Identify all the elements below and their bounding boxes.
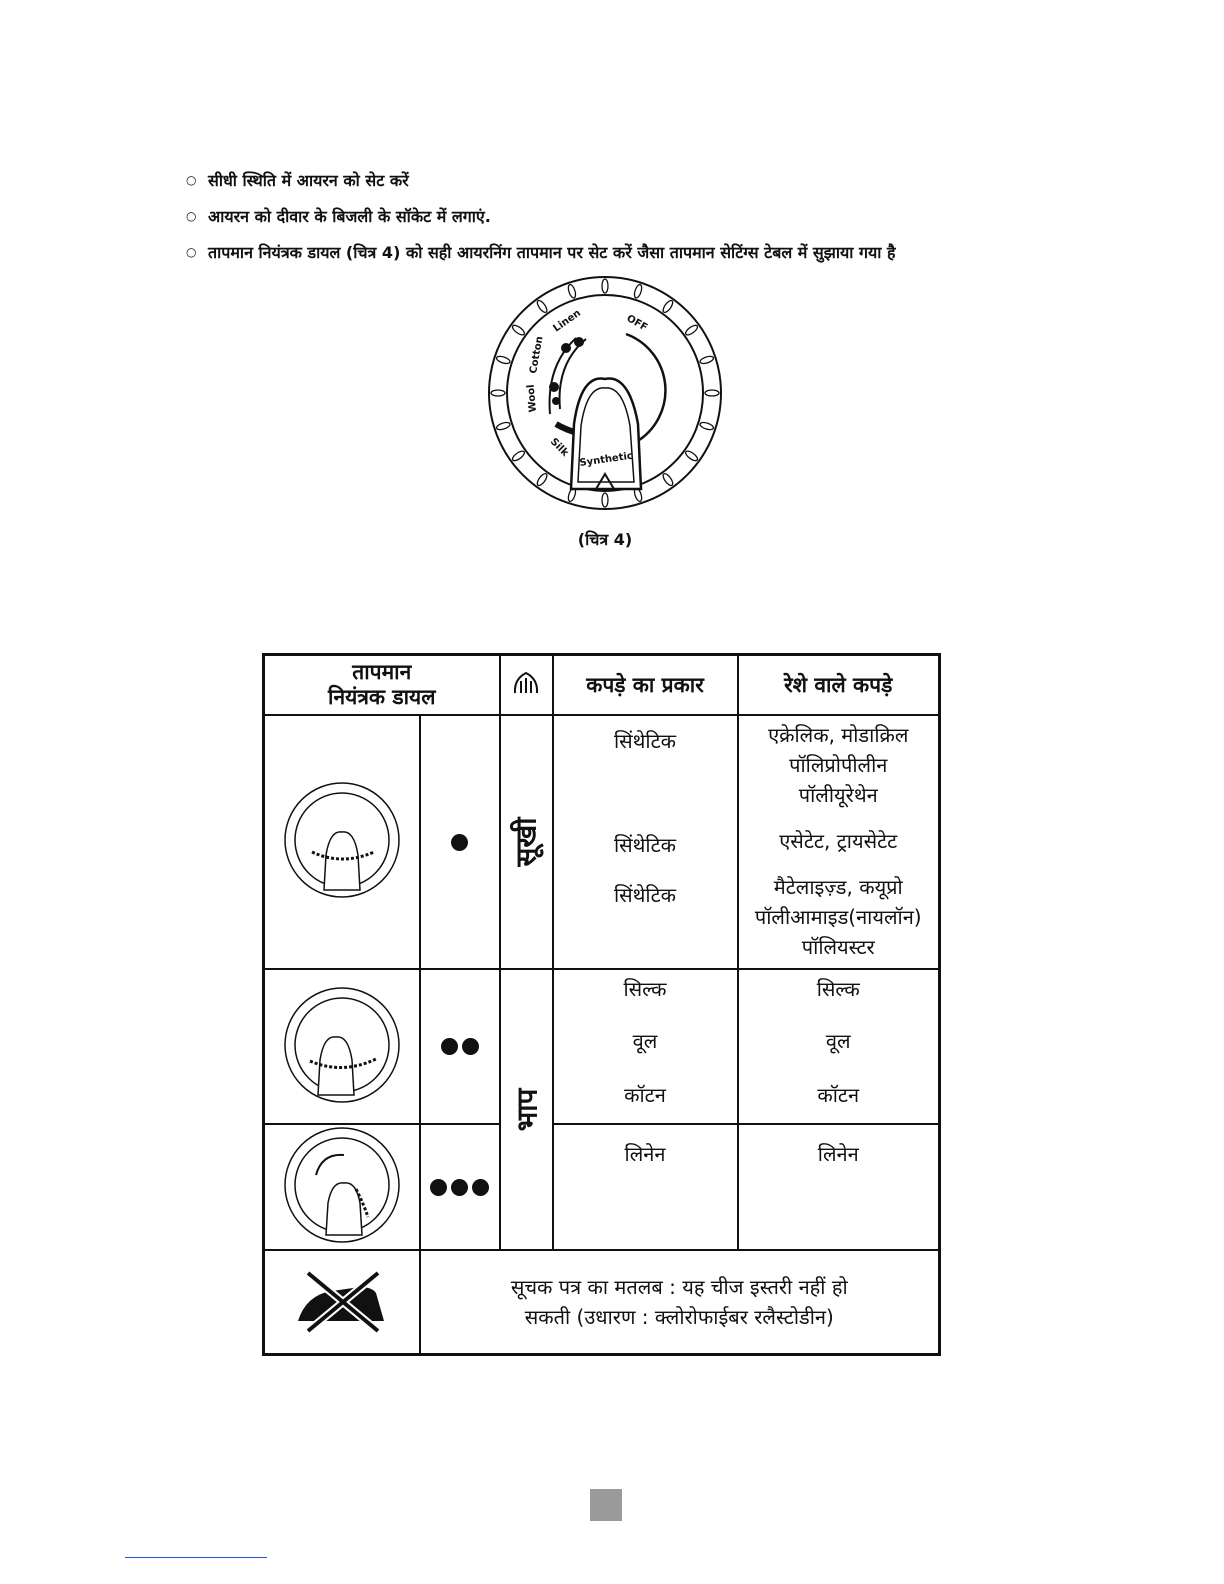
heat-dot xyxy=(430,1179,447,1196)
dial-position-1-icon xyxy=(282,780,402,900)
heat-dot xyxy=(441,1038,458,1055)
dial-tick xyxy=(496,355,511,365)
heat-dot xyxy=(472,1179,489,1196)
steam-label-cell xyxy=(500,969,553,1250)
heat-level-2 xyxy=(420,969,500,1124)
no-iron-icon-cell xyxy=(264,1250,420,1354)
footer-line xyxy=(125,1557,267,1558)
dial-tick xyxy=(699,355,714,365)
dial-label-cotton: Cotton xyxy=(528,335,546,375)
instruction-text: तापमान नियंत्रक डायल (चित्र 4) को सही आयरनिंग तापमान पर सेट करें जैसा तापमान सेटिंग्स टेबल में सुझाया गया है xyxy=(208,243,896,262)
heat-dot xyxy=(451,1179,468,1196)
instruction-item xyxy=(186,162,1046,198)
heat-dot xyxy=(462,1038,479,1055)
dial-thumb-cell xyxy=(264,969,420,1124)
dial-tick xyxy=(602,493,608,507)
bullet-marker: ○ xyxy=(186,245,197,259)
table-row xyxy=(264,969,940,1124)
steam-label: भाप xyxy=(510,1088,543,1131)
page-number-marker xyxy=(590,1489,622,1521)
bullet-marker: ○ xyxy=(186,209,197,223)
temperature-dial-figure xyxy=(486,274,724,512)
dial-tick xyxy=(684,324,699,337)
table-row xyxy=(264,715,940,969)
instruction-text: आयरन को दीवार के बिजली के सॉकेट में लगाएं. xyxy=(208,207,491,226)
fiber-cell: एक्रेलिक, मोडाक्रिल पॉलिप्रोपीलीन पॉलीयूरेथेन एसेटेट, ट्रायसेटेट मैटेलाइज़्ड, कयूप्रो पॉलीआमाइड(नायलॉन) पॉलियस्टर xyxy=(738,715,940,969)
dial-tick xyxy=(602,279,608,293)
instruction-item xyxy=(186,234,1046,270)
fiber-cell: सिल्क वूल कॉटन xyxy=(738,969,940,1124)
header-dial: तापमान नियंत्रक डायल xyxy=(264,655,500,716)
dial-position-3-icon xyxy=(282,1125,402,1245)
fabric-type-cell: सिंथेटिक सिंथेटिक सिंथेटिक xyxy=(553,715,738,969)
no-iron-description: सूचक पत्र का मतलब : यह चीज इस्तरी नहीं हो सकती (उधारण : क्लोरोफाईबर रलैस्टोडीन) xyxy=(420,1250,940,1354)
dial-tick xyxy=(633,284,643,299)
table-header-row xyxy=(264,655,940,716)
header-fabric-type: कपड़े का प्रकार xyxy=(553,655,738,716)
dial-tick xyxy=(511,449,526,462)
temperature-settings-table xyxy=(262,653,941,1356)
figure-caption: (चित्र 4) xyxy=(577,530,633,549)
heat-level-3 xyxy=(420,1124,500,1250)
dial-tick xyxy=(661,472,674,487)
dial-tick xyxy=(684,449,699,462)
fabric-type-cell: लिनेन xyxy=(553,1124,738,1250)
bullet-marker: ○ xyxy=(186,173,197,187)
fabric-type-cell: सिल्क वूल कॉटन xyxy=(553,969,738,1124)
dial-label-wool: Wool xyxy=(525,384,539,413)
table-row xyxy=(264,1124,940,1250)
fiber-cell: लिनेन xyxy=(738,1124,940,1250)
dial-tick xyxy=(705,390,719,396)
dial-tick xyxy=(536,472,549,487)
dial-tick xyxy=(661,299,674,314)
dial-tick xyxy=(536,299,549,314)
dial-tick xyxy=(511,324,526,337)
heat-level-1 xyxy=(420,715,500,969)
dial-thumb-cell xyxy=(264,715,420,969)
dry-label: सूखी xyxy=(510,817,543,867)
dial-label-synthetic: Synthetic xyxy=(578,450,634,469)
header-steam-icon-cell xyxy=(500,655,553,716)
dial-label-off: OFF xyxy=(624,313,650,334)
instruction-text: सीधी स्थिति में आयरन को सेट करें xyxy=(208,171,409,190)
dial-position-2-icon xyxy=(282,985,402,1105)
instruction-list xyxy=(186,162,1046,270)
do-not-iron-icon xyxy=(292,1265,392,1335)
steam-icon xyxy=(511,667,541,697)
heat-dot xyxy=(451,834,468,851)
table-row xyxy=(264,1250,940,1354)
instruction-item xyxy=(186,198,1046,234)
dial-tick xyxy=(496,421,511,431)
dry-label-cell xyxy=(500,715,553,969)
dial-tick xyxy=(491,390,505,396)
header-fiber: रेशे वाले कपड़े xyxy=(738,655,940,716)
dial-tick xyxy=(699,421,714,431)
dial-label-silk: Silk xyxy=(547,436,571,459)
dial-thumb-cell xyxy=(264,1124,420,1250)
dial-tick xyxy=(567,284,577,299)
dial-label-linen: Linen xyxy=(551,307,583,335)
